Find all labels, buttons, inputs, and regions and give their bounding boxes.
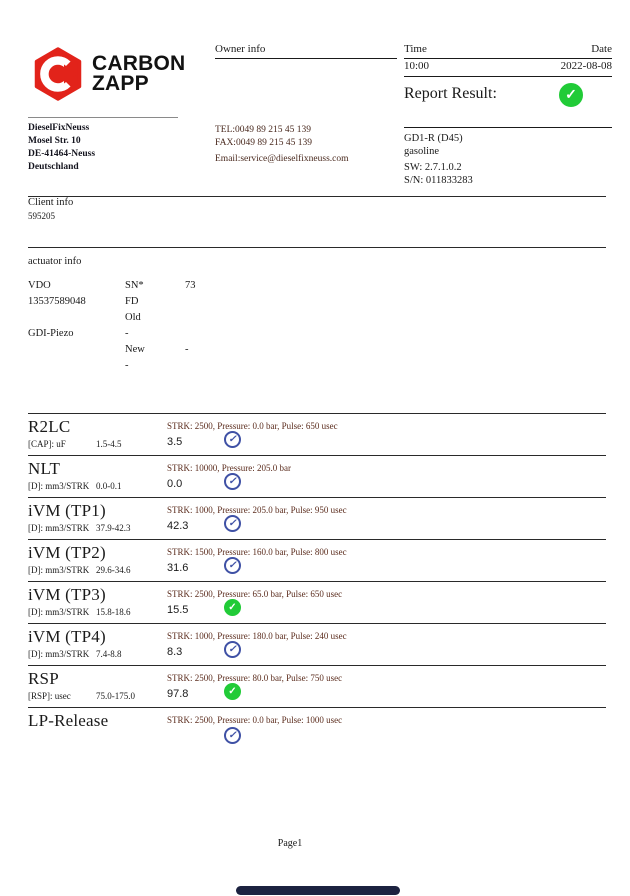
test-conditions: STRK: 10000, Pressure: 205.0 bar bbox=[167, 463, 291, 473]
test-value: 15.5 bbox=[167, 604, 189, 616]
test-row-ivm-tp4 bbox=[28, 623, 606, 665]
actuator-cell bbox=[185, 310, 265, 326]
home-indicator-bar bbox=[236, 886, 400, 895]
test-range: 1.5-4.5 bbox=[96, 439, 122, 449]
owner-address bbox=[28, 122, 95, 174]
test-status-check-icon bbox=[224, 641, 241, 658]
actuator-new-label: New bbox=[125, 344, 145, 355]
test-value: 8.3 bbox=[167, 646, 183, 658]
report-result-label: Report Result: bbox=[404, 85, 497, 102]
client-id: 595205 bbox=[28, 211, 55, 221]
test-name: iVM (TP1) bbox=[28, 501, 106, 520]
actuator-cell: - bbox=[125, 328, 129, 339]
section-divider bbox=[28, 196, 606, 197]
actuator-cell: - bbox=[125, 360, 129, 371]
test-conditions: STRK: 2500, Pressure: 65.0 bar, Pulse: 650 usec bbox=[167, 589, 343, 599]
test-row-ivm-tp3 bbox=[28, 581, 606, 623]
test-value: 31.6 bbox=[167, 562, 189, 574]
test-row-rsp bbox=[28, 665, 606, 707]
test-conditions: STRK: 2500, Pressure: 0.0 bar, Pulse: 650 usec bbox=[167, 421, 338, 431]
test-row-r2lc bbox=[28, 413, 606, 455]
actuator-table bbox=[28, 278, 265, 374]
machine-divider bbox=[404, 127, 612, 128]
time-label: Time bbox=[404, 43, 427, 55]
owner-info-label: Owner info bbox=[215, 43, 397, 59]
actuator-row bbox=[28, 294, 265, 310]
test-name: LP-Release bbox=[28, 711, 109, 730]
test-param: [CAP]: uF bbox=[28, 439, 66, 449]
page-number: Page1 bbox=[277, 838, 303, 849]
test-name: iVM (TP4) bbox=[28, 627, 106, 646]
actuator-row bbox=[28, 310, 265, 326]
actuator-sn-value: 73 bbox=[185, 280, 196, 291]
test-name: RSP bbox=[28, 669, 59, 688]
owner-street: Mosel Str. 10 bbox=[28, 136, 81, 146]
carbonzapp-hex-arrow-icon bbox=[33, 47, 83, 101]
test-conditions: STRK: 1000, Pressure: 205.0 bar, Pulse: 950 usec bbox=[167, 505, 347, 515]
test-status-check-icon bbox=[224, 727, 241, 744]
time-date-header bbox=[404, 43, 612, 59]
actuator-fd-label: FD bbox=[125, 296, 139, 307]
actuator-cell bbox=[185, 326, 265, 342]
test-row-lp-release bbox=[28, 707, 606, 760]
test-value: 42.3 bbox=[167, 520, 189, 532]
actuator-maker: VDO bbox=[28, 280, 51, 291]
time-date-values bbox=[404, 60, 612, 77]
actuator-info-label: actuator info bbox=[28, 256, 82, 267]
owner-company: DieselFixNeuss bbox=[28, 123, 90, 133]
owner-contact bbox=[215, 124, 349, 166]
test-conditions: STRK: 2500, Pressure: 0.0 bar, Pulse: 1000 usec bbox=[167, 715, 343, 725]
actuator-cell bbox=[28, 342, 125, 358]
actuator-row bbox=[28, 358, 265, 374]
test-param: [D]: mm3/STRK bbox=[28, 649, 90, 659]
actuator-row bbox=[28, 326, 265, 342]
actuator-row bbox=[28, 342, 265, 358]
test-param: [D]: mm3/STRK bbox=[28, 523, 90, 533]
date-label: Date bbox=[591, 43, 612, 55]
test-row-ivm-tp2 bbox=[28, 539, 606, 581]
actuator-sn-label: SN* bbox=[125, 280, 144, 291]
test-range: 7.4-8.8 bbox=[96, 649, 122, 659]
machine-software: SW: 2.7.1.0.2 bbox=[404, 162, 462, 173]
brand-line1: CARBON bbox=[92, 52, 186, 75]
actuator-cell bbox=[28, 358, 125, 374]
actuator-old-label: Old bbox=[125, 312, 141, 323]
test-range: 29.6-34.6 bbox=[96, 565, 131, 575]
test-status-check-icon bbox=[224, 599, 241, 616]
owner-city: DE-41464-Neuss bbox=[28, 149, 96, 159]
test-row-ivm-tp1 bbox=[28, 497, 606, 539]
test-name: iVM (TP3) bbox=[28, 585, 106, 604]
client-info-label: Client info bbox=[28, 197, 74, 208]
owner-fax: FAX:0049 89 215 45 139 bbox=[215, 138, 312, 148]
logo-divider bbox=[28, 117, 178, 118]
test-conditions: STRK: 2500, Pressure: 80.0 bar, Pulse: 750 usec bbox=[167, 673, 343, 683]
brand-text bbox=[92, 54, 185, 94]
test-param: [D]: mm3/STRK bbox=[28, 481, 90, 491]
test-row-nlt bbox=[28, 455, 606, 497]
actuator-cell bbox=[185, 294, 265, 310]
test-conditions: STRK: 1500, Pressure: 160.0 bar, Pulse: 800 usec bbox=[167, 547, 347, 557]
actuator-row bbox=[28, 278, 265, 294]
test-status-check-icon bbox=[224, 683, 241, 700]
actuator-cell bbox=[28, 310, 125, 326]
test-status-check-icon bbox=[224, 473, 241, 490]
test-range: 75.0-175.0 bbox=[96, 691, 135, 701]
actuator-type: GDI-Piezo bbox=[28, 328, 74, 339]
test-range: 37.9-42.3 bbox=[96, 523, 131, 533]
test-value: 0.0 bbox=[167, 478, 183, 490]
test-range: 15.8-18.6 bbox=[96, 607, 131, 617]
actuator-new-value: - bbox=[185, 344, 189, 355]
test-name: NLT bbox=[28, 459, 61, 478]
owner-tel: TEL:0049 89 215 45 139 bbox=[215, 125, 312, 135]
machine-info bbox=[404, 132, 473, 187]
test-param: [D]: mm3/STRK bbox=[28, 565, 90, 575]
report-result-check-icon bbox=[559, 83, 583, 107]
machine-serial: S/N: 011833283 bbox=[404, 175, 473, 186]
test-name: iVM (TP2) bbox=[28, 543, 106, 562]
actuator-part-number: 13537589048 bbox=[28, 296, 86, 307]
machine-fuel: gasoline bbox=[404, 146, 439, 157]
test-status-check-icon bbox=[224, 557, 241, 574]
time-value: 10:00 bbox=[404, 60, 430, 72]
carbonzapp-logo bbox=[33, 47, 185, 101]
test-status-check-icon bbox=[224, 431, 241, 448]
owner-email: Email:service@dieselfixneuss.com bbox=[215, 154, 349, 164]
test-param: [RSP]: usec bbox=[28, 691, 71, 701]
test-value: 3.5 bbox=[167, 436, 183, 448]
owner-country: Deutschland bbox=[28, 162, 79, 172]
machine-model: GD1-R (D45) bbox=[404, 133, 463, 144]
actuator-cell bbox=[185, 358, 265, 374]
test-range: 0.0-0.1 bbox=[96, 481, 122, 491]
section-divider bbox=[28, 247, 606, 248]
brand-line2: ZAPP bbox=[92, 72, 149, 95]
date-value: 2022-08-08 bbox=[560, 60, 612, 72]
test-results-table bbox=[28, 413, 606, 760]
test-param: [D]: mm3/STRK bbox=[28, 607, 90, 617]
test-value: 97.8 bbox=[167, 688, 189, 700]
test-conditions: STRK: 1000, Pressure: 180.0 bar, Pulse: 240 usec bbox=[167, 631, 347, 641]
test-name: R2LC bbox=[28, 417, 71, 436]
test-status-check-icon bbox=[224, 515, 241, 532]
